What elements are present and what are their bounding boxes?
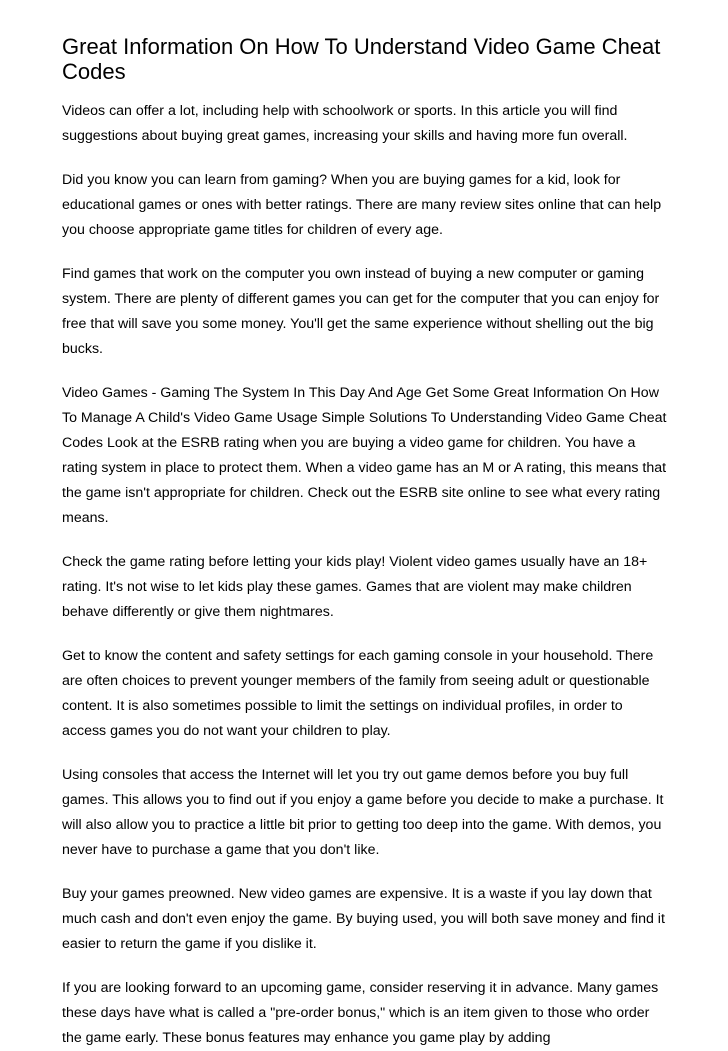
paragraph: Video Games - Gaming The System In This Day And Age Get Some Great Information On How To Manage A Child's Video Game Usage Simple Solutions To Understanding Video Game Cheat Codes Look at the ESRB rating when you are buying a video game for children. You have a rating system in place to protect them. When a video game has an M or A rating, this means that the game isn't appropriate for children. Check out the ESRB site online to see what every rating means. xyxy=(62,385,667,526)
paragraph: Check the game rating before letting your kids play! Violent video games usually have an 18+ rating. It's not wise to let kids play these games. Games that are violent may make children behave differently or give them nightmares. xyxy=(62,554,648,620)
paragraph: Did you know you can learn from gaming? When you are buying games for a kid, look for educational games or ones with better ratings. There are many review sites online that can help you choose appropriate game titles for children of every age. xyxy=(62,172,662,238)
paragraph: Buy your games preowned. New video games are expensive. It is a waste if you lay down that much cash and don't even enjoy the game. By buying used, you will both save money and find it easier to return the game if you dislike it. xyxy=(62,886,665,952)
paragraph: Get to know the content and safety settings for each gaming console in your household. There are often choices to prevent younger members of the family from seeing adult or questionable content. It is also sometimes possible to limit the settings on individual profiles, in order to access games you do not want your children to play. xyxy=(62,648,654,739)
paragraph: Find games that work on the computer you own instead of buying a new computer or gaming system. There are plenty of different games you can get for the computer that you can enjoy for free that will save you some money. You'll get the same experience without shelling out the big bucks. xyxy=(62,266,660,357)
page-title: Great Information On How To Understand Video Game Cheat Codes xyxy=(62,34,661,84)
paragraph: If you are looking forward to an upcoming game, consider reserving it in advance. Many games these days have what is called a "pre-order bonus," which is an item given to those who order the game early. These bonus features may enhance you game play by adding xyxy=(62,980,659,1046)
paragraph: Videos can offer a lot, including help with schoolwork or sports. In this article you will find suggestions about buying great games, increasing your skills and having more fun overall. xyxy=(62,103,628,144)
paragraph: Using consoles that access the Internet will let you try out game demos before you buy full games. This allows you to find out if you enjoy a game before you decide to make a purchase. It will also allow you to practice a little bit prior to getting too deep into the game. With demos, you never have to purchase a game that you don't like. xyxy=(62,767,664,858)
